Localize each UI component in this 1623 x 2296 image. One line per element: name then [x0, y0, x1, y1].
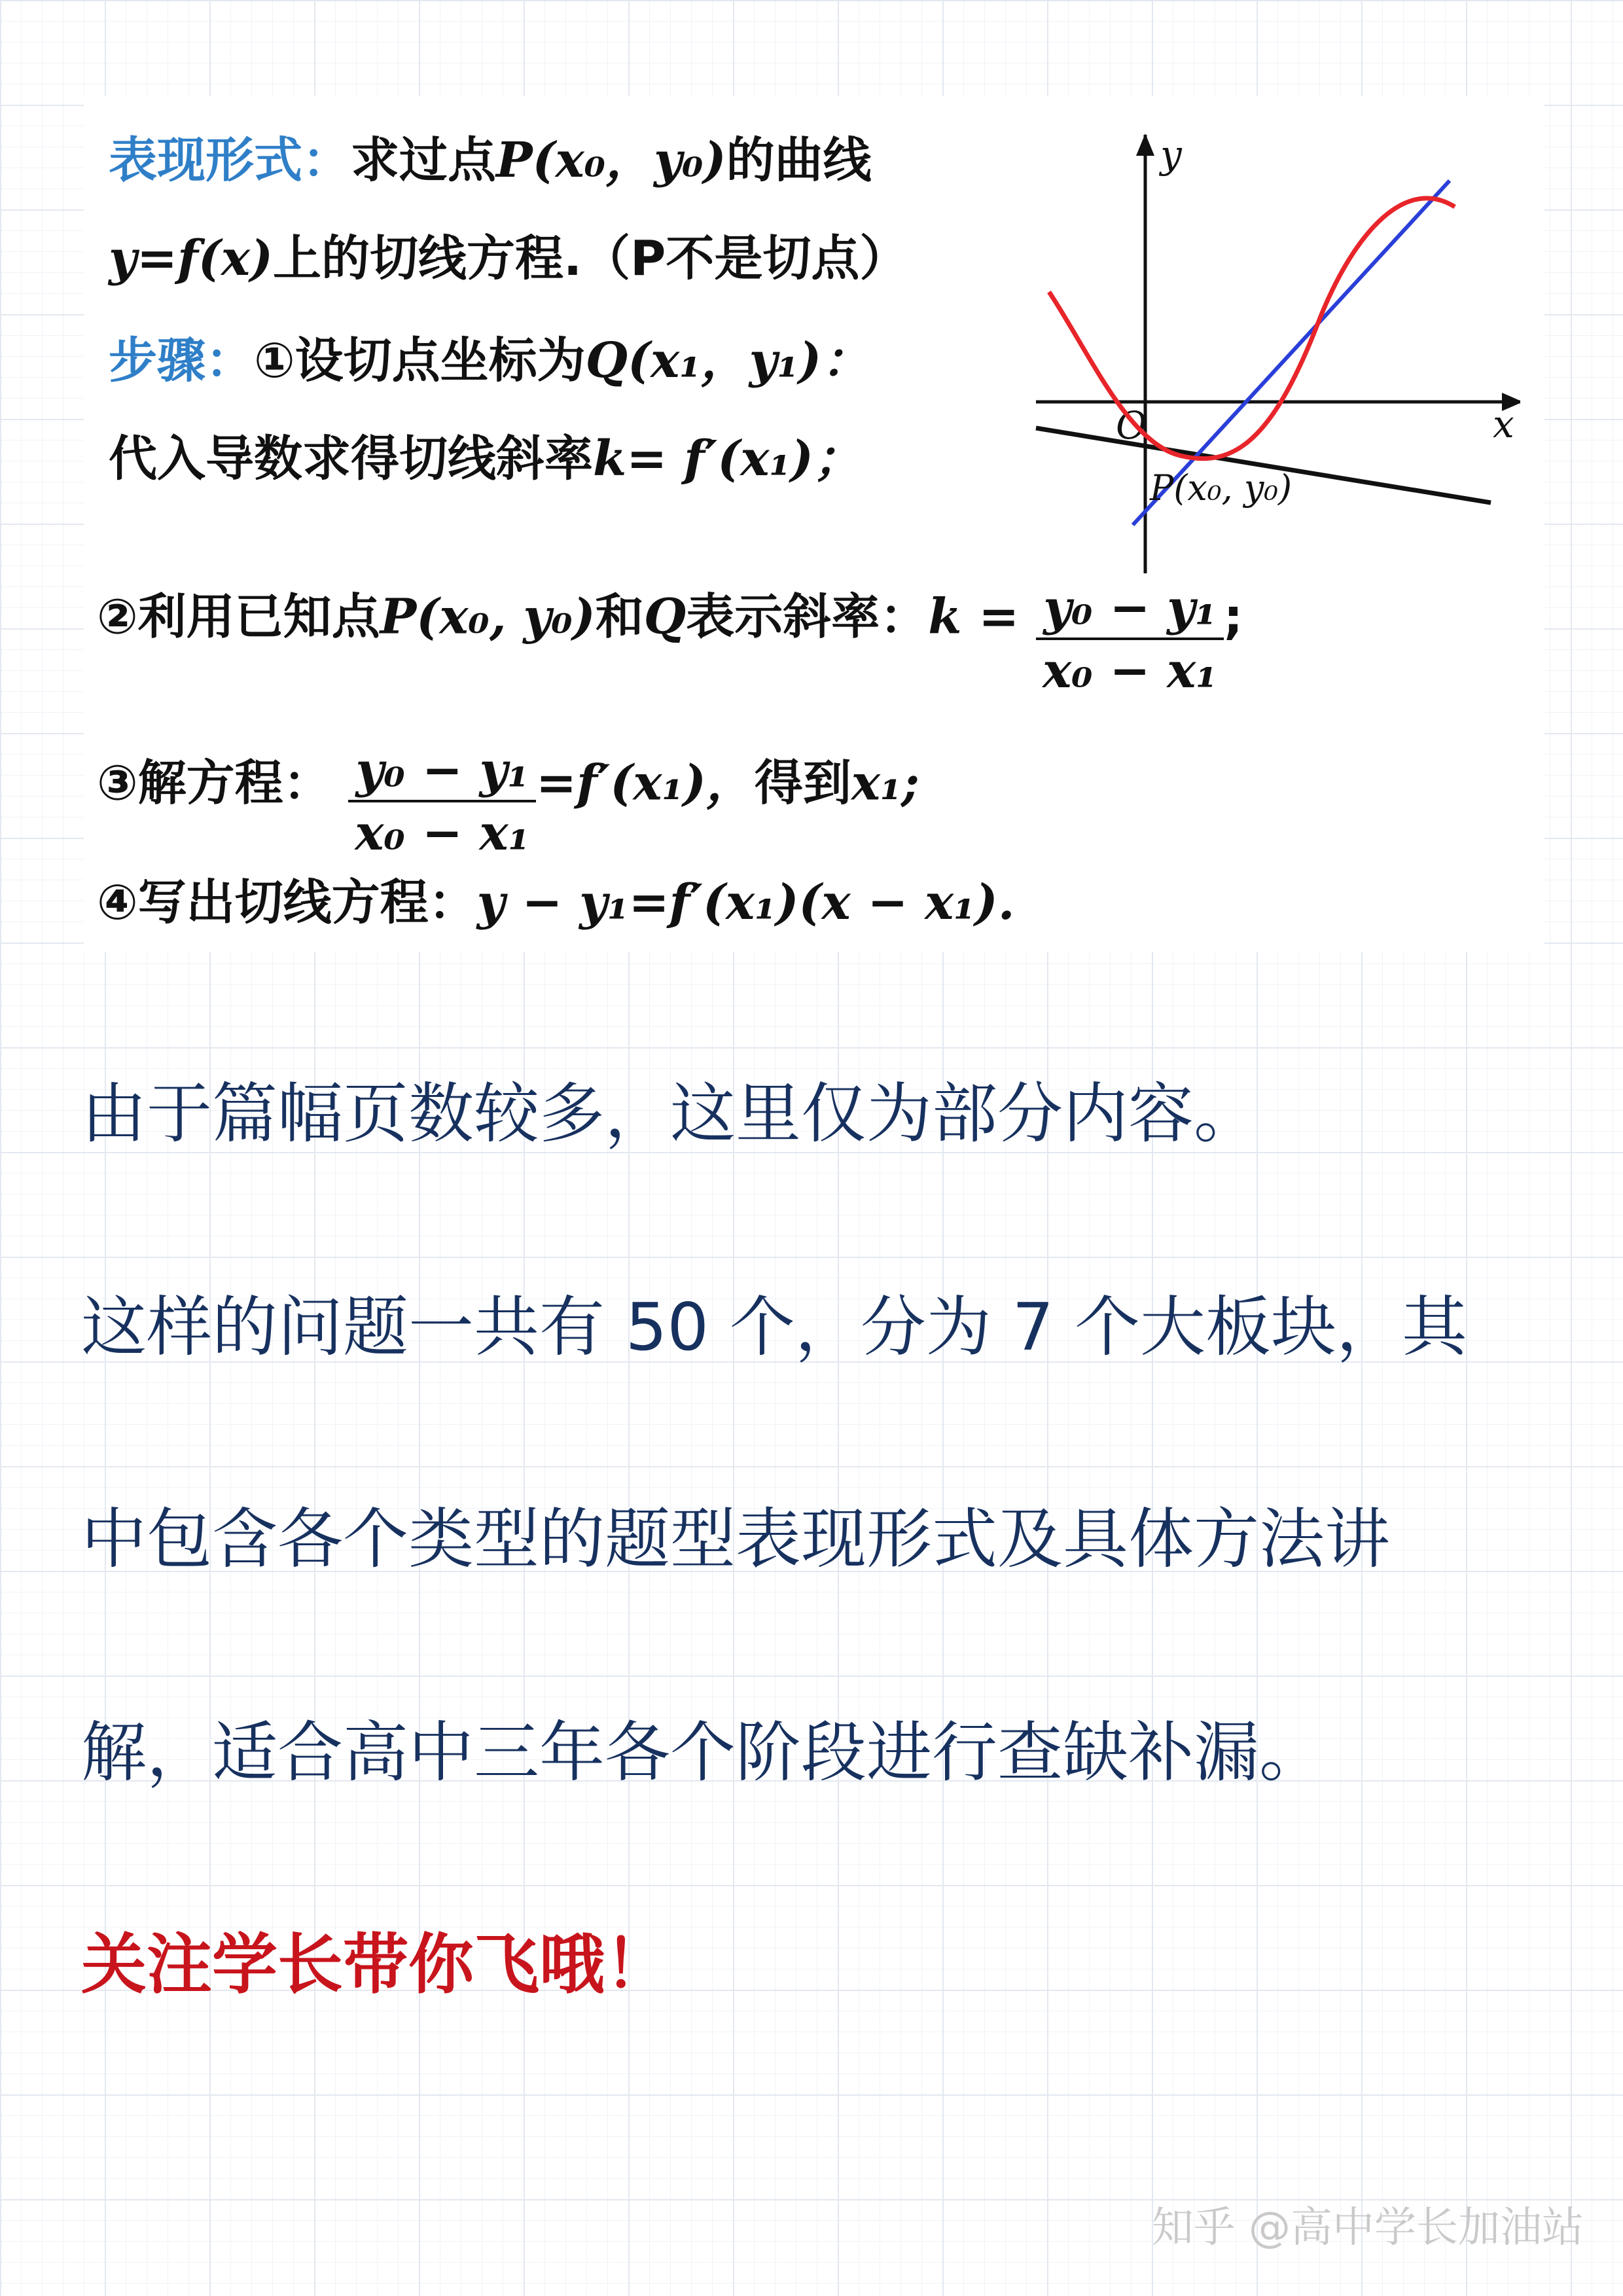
step2-point-q: Q [643, 588, 687, 645]
step1-text-2: 代入导数求得切线斜率 [109, 431, 593, 487]
fraction-numerator: y₀ − y₁ [1036, 584, 1224, 640]
fraction-denominator: x₀ − x₁ [355, 805, 530, 861]
call-to-action: 关注学长带你飞哦！ [81, 1926, 670, 2003]
step2-text-2: 表示斜率： [686, 588, 929, 645]
step1-text: ①设切点坐标为 [254, 332, 586, 389]
paragraph-3: 中包含各个类型的题型表现形式及具体方法讲 [81, 1501, 1390, 1577]
point-p-label: P(x₀, y₀) [1150, 467, 1293, 509]
curve [1049, 198, 1455, 459]
step3-x1: x₁; [851, 755, 919, 812]
step2-point-p: P(x₀, y₀) [380, 588, 596, 645]
x-axis-label: x [1493, 402, 1514, 446]
paragraph-1: 由于篇幅页数较多，这里仅为部分内容。 [81, 1075, 1259, 1152]
form-line-1 [109, 132, 872, 188]
point-p: P(x₀，y₀) [496, 132, 726, 188]
fraction-denominator: x₀ − x₁ [1043, 643, 1217, 699]
step2-k: k = [928, 588, 1020, 645]
steps-label: 步骤： [109, 332, 254, 389]
form-line-2 [109, 230, 908, 287]
step2-text: ②利用已知点 [97, 588, 380, 645]
paragraph-2: 这样的问题一共有 50 个，分为 7 个大板块，其 [81, 1289, 1468, 1365]
form-text-2: 的曲线 [726, 132, 872, 188]
step2-fraction [1036, 580, 1224, 699]
step4-equation: y − y₁=f′(x₁)(x − x₁). [476, 874, 1015, 931]
steps-line-1 [109, 332, 870, 389]
fraction-numerator: y₀ − y₁ [348, 746, 536, 802]
form-text-3: 上的切线方程.（P不是切点） [272, 230, 908, 287]
step3-line [97, 730, 919, 861]
y-axis-label: y [1160, 132, 1182, 177]
tangent-graph [997, 128, 1520, 586]
step4-line [97, 874, 1015, 931]
step3-text-2: 得到 [754, 755, 851, 812]
curve-expression: y=f(x) [109, 230, 273, 287]
step3-text: ③解方程： [97, 755, 332, 812]
steps-line-2 [109, 431, 862, 487]
step3-equation: =f′(x₁)， [536, 755, 755, 812]
step2-and: 和 [595, 588, 644, 645]
point-q: Q(x₁，y₁)： [585, 332, 870, 389]
slope-expression: k= f′(x₁)； [593, 431, 862, 487]
step2-end: ; [1223, 588, 1243, 645]
step4-text: ④写出切线方程： [97, 874, 477, 931]
origin-label: O [1116, 403, 1147, 448]
content-card [84, 96, 1544, 952]
paragraph-4: 解，适合高中三年各个阶段进行查缺补漏。 [81, 1714, 1325, 1791]
step3-fraction [348, 742, 536, 861]
watermark: 知乎 @高中学长加油站 [1151, 2204, 1584, 2252]
form-label: 表现形式： [109, 132, 351, 188]
y-axis-arrow-icon [1136, 134, 1154, 156]
form-text-1: 求过点 [351, 132, 496, 188]
